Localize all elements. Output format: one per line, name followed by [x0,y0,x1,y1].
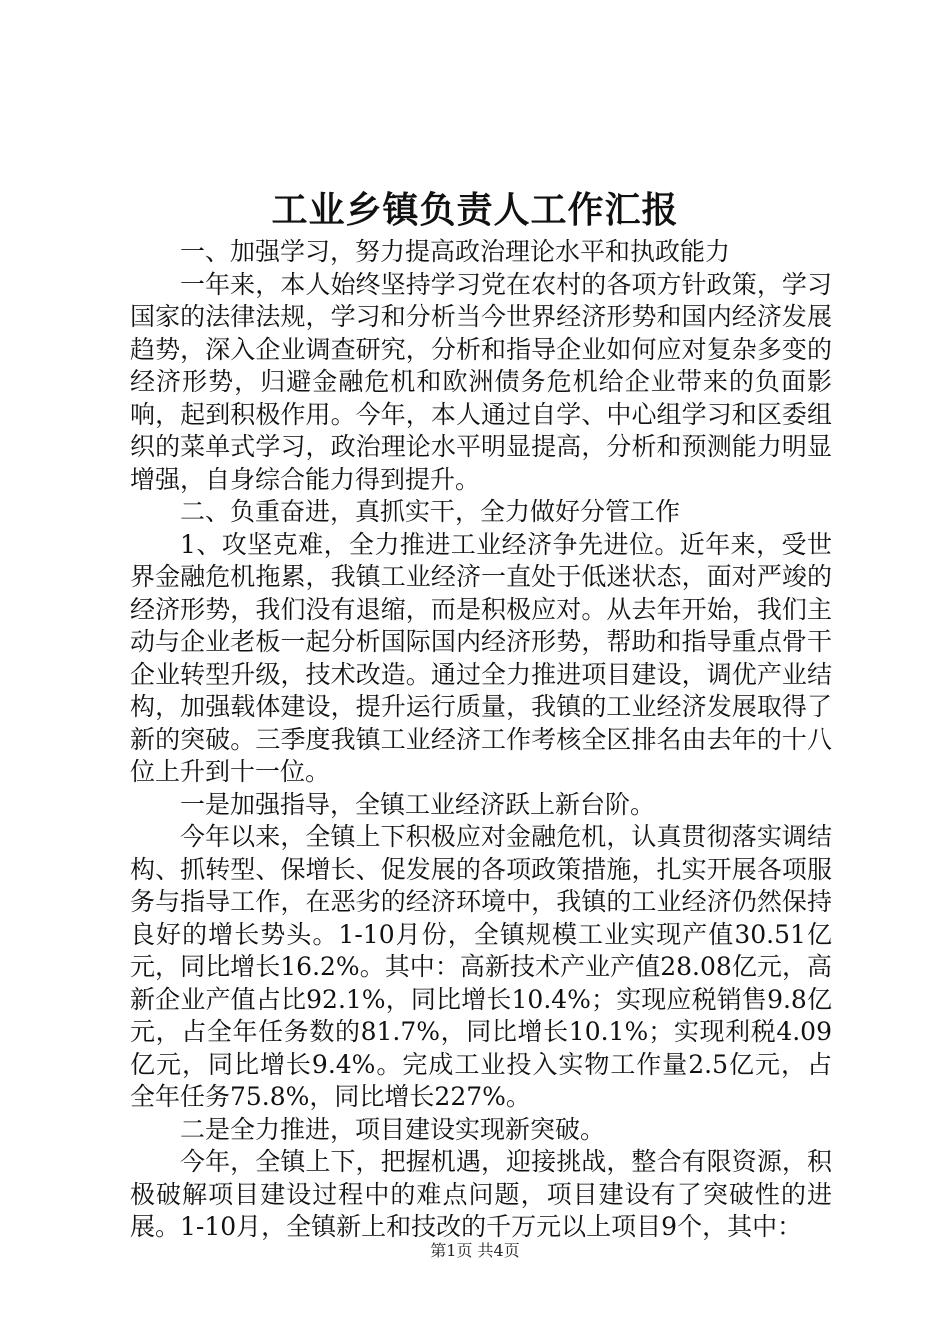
paragraph: 1、攻坚克难，全力推进工业经济争先进位。近年来，受世界金融危机拖累，我镇工业经济一直处于低迷状态，面对严竣的经济形势，我们没有退缩，而是积极应对。从去年开始，我们主动与企业老板一起分析国际国内经济形势，帮助和指导重点骨干企业转型升级，技术改造。通过全力推进项目建设，调优产业结构，加强载体建设，提升运行质量，我镇的工业经济发展取得了新的突破。三季度我镇工业经济工作考核全区排名由去年的十八位上升到十一位。 [130,529,832,786]
document-title: 工业乡镇负责人工作汇报 [271,189,679,231]
document-body [130,236,832,1244]
subheading: 二是全力推进，项目建设实现新突破。 [180,1114,606,1144]
page-number-footer: 第1页 共4页 [430,1241,520,1260]
paragraph: 今年，全镇上下，把握机遇，迎接挑战，整合有限资源，积极破解项目建设过程中的难点问题，项目建设有了突破性的进展。1-10月，全镇新上和技改的千万元以上项目9个，其中： [130,1147,832,1241]
section-heading: 一、加强学习，努力提高政治理论水平和执政能力 [180,237,731,266]
paragraph: 今年以来，全镇上下积极应对金融危机，认真贯彻落实调结构、抓转型、保增长、促发展的各项政策措施，扎实开展各项服务与指导工作，在恶劣的经济环境中，我镇的工业经济仍然保持良好的增长势头。1-10月份，全镇规模工业实现产值30.51亿元，同比增长16.2%。其中：高新技术产业产值28.08亿元，高新企业产值占比92.1%，同比增长10.4%；实现应税销售9.8亿元，占全年任务数的81.7%，同比增长10.1%；实现利税4.09亿元，同比增长9.4%。完成工业投入实物工作量2.5亿元，占全年任务75.8%，同比增长227%。 [130,822,832,1111]
subheading: 一是加强指导，全镇工业经济跃上新台阶。 [180,789,656,819]
paragraph: 一年来，本人始终坚持学习党在农村的各项方针政策，学习国家的法律法规，学习和分析当今世界经济形势和国内经济发展趋势，深入企业调查研究，分析和指导企业如何应对复杂多变的经济形势，归避金融危机和欧洲债务危机给企业带来的负面影响，起到积极作用。今年，本人通过自学、中心组学习和区委组织的菜单式学习，政治理论水平明显提高，分析和预测能力明显增强，自身综合能力得到提升。 [130,269,832,494]
section-heading: 二、负重奋进，真抓实干，全力做好分管工作 [180,497,681,526]
